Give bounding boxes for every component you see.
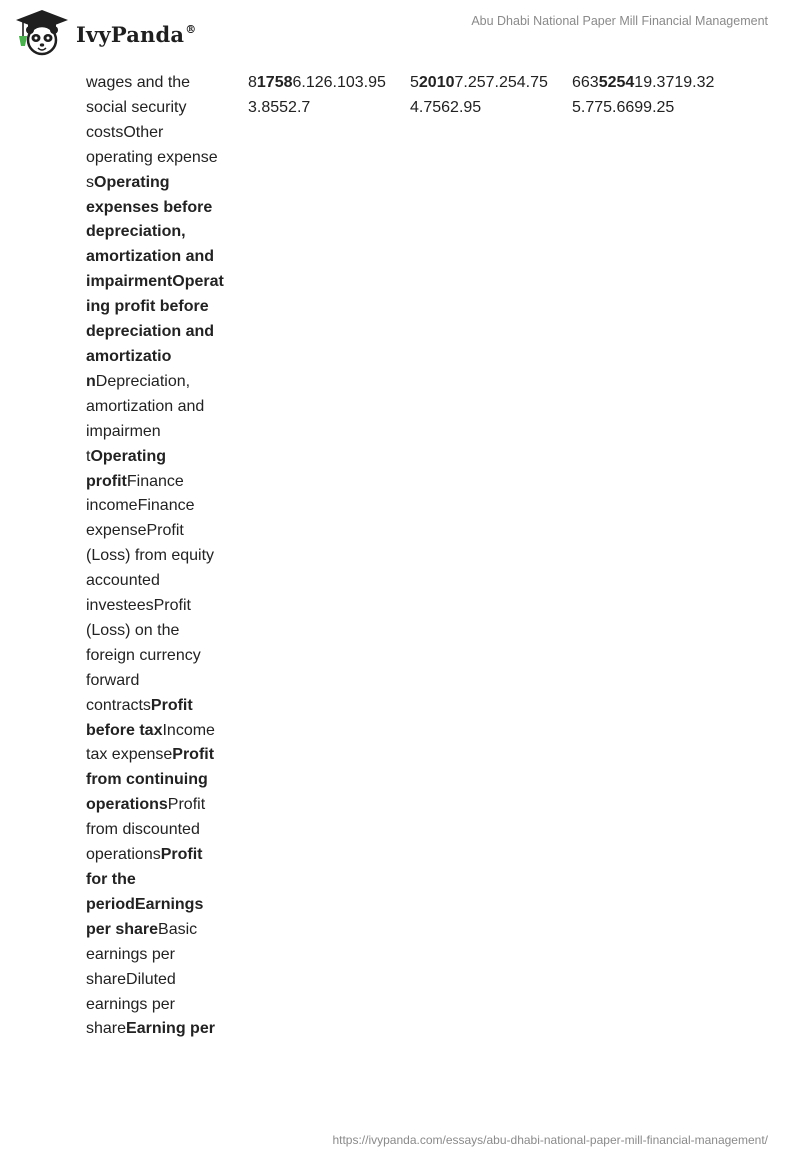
period-1-values-column — [248, 71, 396, 121]
table-text-run: Depreciation, amortization and impairmen t — [86, 372, 205, 465]
table-text-run: Earning per — [126, 1020, 215, 1038]
table-text-run: Profit before tax — [86, 696, 193, 739]
line-items-column — [86, 71, 226, 1042]
ivypanda-logo[interactable] — [14, 8, 196, 56]
table-text-run: 8 — [248, 74, 257, 91]
table-text-run: Operating profit — [86, 447, 167, 490]
table-text-run: Operating expenses before depreciation, amortization and impairmentOperating profit before depreciation and amortizatio n — [86, 173, 224, 390]
table-text-run: Profit for the periodEarnings per share — [86, 846, 204, 938]
period-3-values-column — [572, 71, 722, 121]
table-text-run: 5254 — [598, 74, 635, 91]
table-text-run: 1758 — [256, 74, 293, 91]
table-text-run: Finance incomeFinance expenseProfit (Loss) from equity accounted investeesProfit (Loss) on the foreign currency forward contracts — [86, 472, 215, 714]
table-text-run: wages and the social security costsOther operating expense s — [86, 74, 218, 191]
period-2-values-column — [410, 71, 558, 121]
table-text-run: 2010 — [418, 74, 455, 91]
table-text-run: 6.126.103.953.8552.7 — [248, 74, 386, 116]
table-text-run: 5 — [410, 74, 419, 91]
table-text-run: 663 — [572, 74, 599, 91]
table-text-run: Income tax expense — [86, 721, 215, 764]
table-text-run: Profit from discounted operations — [86, 796, 206, 864]
panda-mascot-icon — [14, 8, 70, 56]
source-url[interactable]: https://ivypanda.com/essays/abu-dhabi-national-paper-mill-financial-management/ — [332, 1133, 768, 1147]
brand-name: IvyPanda® — [76, 21, 197, 47]
document-title: Abu Dhabi National Paper Mill Financial Management — [471, 14, 768, 28]
table-text-run: 7.257.254.754.7562.95 — [410, 74, 548, 116]
table-text-run: Basic earnings per shareDiluted earnings per share — [86, 920, 198, 1038]
table-text-run: Profit from continuing operations — [86, 746, 215, 814]
table-text-run: 19.3719.325.775.6699.25 — [572, 74, 715, 116]
